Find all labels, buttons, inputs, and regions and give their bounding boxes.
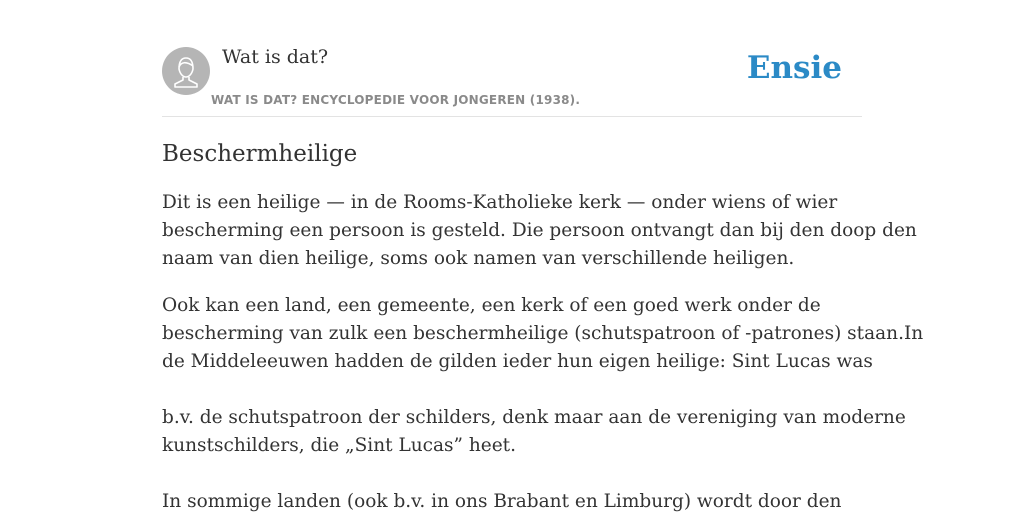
article-title: Beschermheilige (162, 141, 358, 167)
paragraph (162, 292, 924, 512)
paragraph-line: kunstschilders, die „Sint Lucas” heet. (162, 435, 517, 456)
line-break (162, 460, 862, 488)
user-silhouette-icon (162, 47, 210, 95)
paragraph-line: naam van dien heilige, soms ook namen van verschillende heiligen. (162, 248, 795, 269)
paragraph (162, 189, 917, 273)
paragraph-line: Ook kan een land, een gemeente, een kerk of een goed werk onder de (162, 295, 821, 316)
paragraph-line: de Middeleeuwen hadden de gilden ieder hun eigen heilige: Sint Lucas was (162, 351, 873, 372)
article-header (162, 46, 862, 117)
article-body (162, 138, 924, 512)
book-source[interactable]: WAT IS DAT? ENCYCLOPEDIE VOOR JONGEREN (1938). (211, 93, 581, 107)
paragraph-line: b.v. de schutspatroon der schilders, denk maar aan de vereniging van moderne (162, 407, 906, 428)
ensie-logo[interactable]: Ensie (746, 50, 842, 86)
avatar (162, 47, 210, 95)
book-title[interactable]: Wat is dat? (222, 46, 329, 68)
line-break (162, 376, 862, 404)
paragraph-line: bescherming een persoon is gesteld. Die persoon ontvangt dan bij den doop den (162, 220, 917, 241)
paragraph-line: Dit is een heilige — in de Rooms-Katholieke kerk — onder wiens of wier (162, 192, 838, 213)
paragraph-line: bescherming van zulk een beschermheilige (schutspatroon of -patrones) staan.In (162, 323, 924, 344)
paragraph-line: In sommige landen (ook b.v. in ons Brabant en Limburg) wordt door den (162, 491, 842, 512)
